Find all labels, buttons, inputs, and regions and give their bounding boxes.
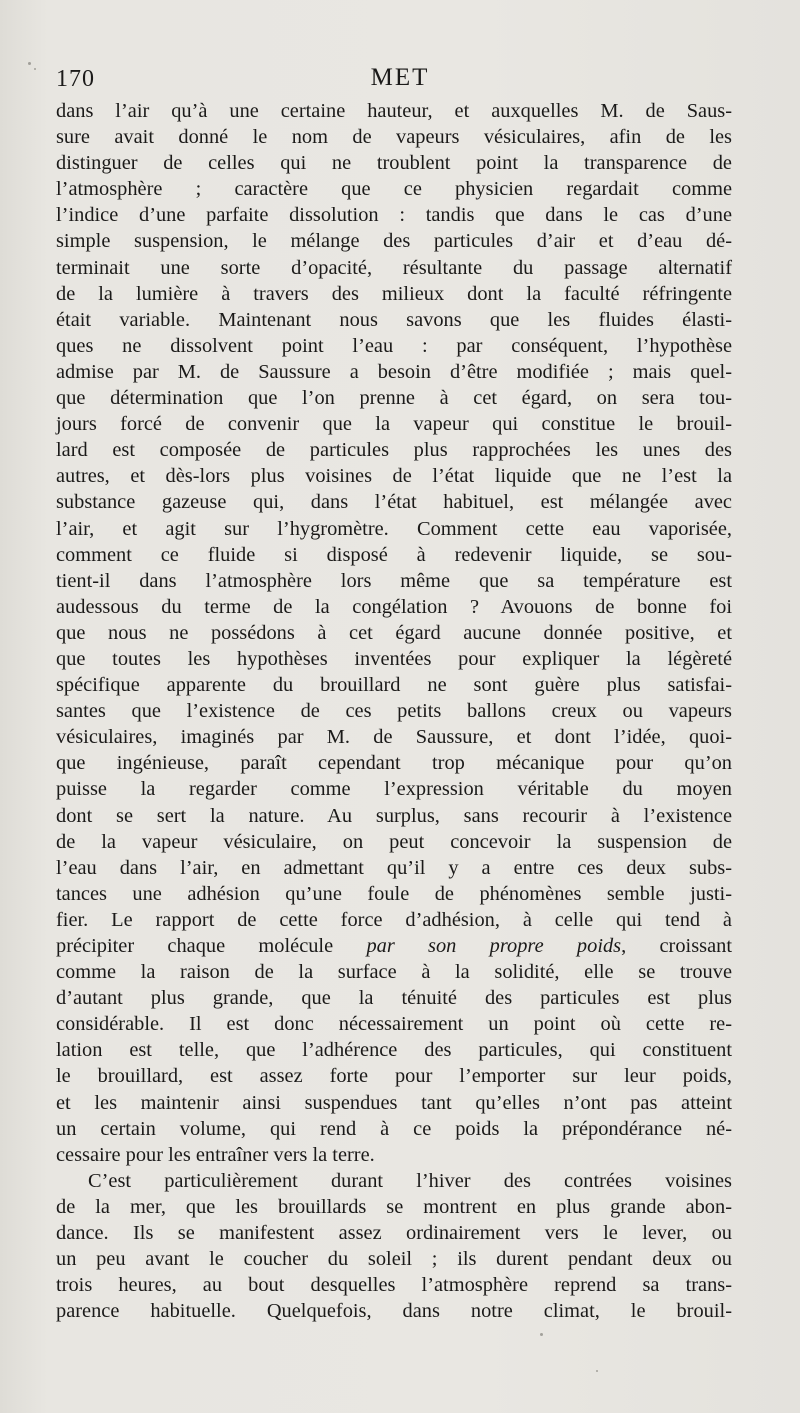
text-line: puisse la regarder comme l’expression véritable du moyen	[56, 778, 732, 801]
text-line: était variable. Maintenant nous savons que les fluides élasti-	[56, 308, 732, 331]
text-line: que toutes les hypothèses inventées pour expliquer la légèreté	[56, 647, 732, 670]
text-line: ques ne dissolvent point l’eau : par conséquent, l’hypothèse	[56, 334, 732, 357]
text-line: de la vapeur vésiculaire, on peut concevoir la suspension de	[56, 830, 732, 853]
text-line: un peu avant le coucher du soleil ; ils durent pendant deux ou	[56, 1248, 732, 1271]
paragraph-2	[56, 1168, 732, 1325]
italic-phrase: par son propre poids	[366, 935, 622, 957]
text-line: l’indice d’une parfaite dissolution : tandis que dans le cas d’une	[56, 204, 732, 227]
text-line: dans l’air qu’à une certaine hauteur, et auxquelles M. de Saus-	[56, 100, 732, 122]
text-line: l’air, et agit sur l’hygromètre. Comment cette eau vaporisée,	[56, 517, 732, 540]
text-line: dance. Ils se manifestent assez ordinairement vers le lever, ou	[56, 1222, 732, 1245]
ink-speck	[540, 1333, 543, 1336]
ink-speck	[596, 1370, 598, 1372]
text-line: autres, et dès-lors plus voisines de l’état liquide que ne l’est la	[56, 465, 732, 488]
text-line-with-italic	[56, 933, 732, 959]
text-line: de la mer, que les brouillards se montrent en plus grande abon-	[56, 1195, 732, 1218]
text-line: santes que l’existence de ces petits ballons creux ou vapeurs	[56, 700, 732, 723]
text-line: trois heures, au bout desquelles l’atmosphère reprend sa trans-	[56, 1274, 732, 1297]
paragraph-1	[56, 98, 732, 1168]
text-line: substance gazeuse qui, dans l’état habituel, est mélangée avec	[56, 491, 732, 514]
text-line: jours forcé de convenir que la vapeur qui constitue le brouil-	[56, 413, 732, 436]
text-line: audessous du terme de la congélation ? Avouons de bonne foi	[56, 595, 732, 618]
text-line: distinguer de celles qui ne troublent point la transparence de	[56, 152, 732, 175]
ink-speck	[28, 62, 31, 65]
page-header	[56, 62, 736, 96]
text-line: tient-il dans l’atmosphère lors même que sa température est	[56, 569, 732, 592]
text-line: simple suspension, le mélange des particules d’air et d’eau dé-	[56, 230, 732, 253]
text-line: l’atmosphère ; caractère que ce physicien regardait comme	[56, 178, 732, 201]
text-line: C’est particulièrement durant l’hiver des contrées voisines	[88, 1169, 732, 1192]
line-text-after: , croissant	[621, 935, 732, 957]
body-text	[56, 98, 732, 1324]
text-line: admise par M. de Saussure a besoin d’être modifiée ; mais quel-	[56, 360, 732, 383]
text-line: que nous ne possédons à cet égard aucune donnée positive, et	[56, 621, 732, 644]
text-line: parence habituelle. Quelquefois, dans notre climat, le brouil-	[56, 1300, 732, 1323]
text-line: l’eau dans l’air, en admettant qu’il y a entre ces deux subs-	[56, 856, 732, 879]
text-line: que détermination que l’on prenne à cet égard, on sera tou-	[56, 387, 732, 410]
text-line: de la lumière à travers des milieux dont la faculté réfringente	[56, 282, 732, 305]
text-line: comment ce fluide si disposé à redevenir liquide, se sou-	[56, 543, 732, 566]
text-line: comme la raison de la surface à la solidité, elle se trouve	[56, 961, 732, 984]
text-line: et les maintenir ainsi suspendues tant qu’elles n’ont pas atteint	[56, 1091, 732, 1114]
running-head: MET	[370, 64, 430, 91]
ink-speck	[34, 68, 36, 70]
line-text-before: précipiter chaque molécule	[56, 935, 367, 957]
text-line: terminait une sorte d’opacité, résultante du passage alternatif	[56, 256, 732, 279]
text-line: lard est composée de particules plus rapprochées les unes des	[56, 439, 732, 462]
text-line: sure avait donné le nom de vapeurs vésiculaires, afin de les	[56, 126, 732, 149]
text-line: dont se sert la nature. Au surplus, sans recourir à l’existence	[56, 804, 732, 827]
text-line: d’autant plus grande, que la ténuité des particules est plus	[56, 987, 732, 1010]
text-line: fier. Le rapport de cette force d’adhésion, à celle qui tend à	[56, 908, 732, 931]
text-line: lation est telle, que l’adhérence des particules, qui constituent	[56, 1039, 732, 1062]
text-line: le brouillard, est assez forte pour l’emporter sur leur poids,	[56, 1065, 732, 1088]
page-number: 170	[56, 66, 95, 92]
text-line: spécifique apparente du brouillard ne sont guère plus satisfai-	[56, 674, 732, 697]
text-line: vésiculaires, imaginés par M. de Saussure, et dont l’idée, quoi-	[56, 726, 732, 749]
text-line: un certain volume, qui rend à ce poids la prépondérance né-	[56, 1117, 732, 1140]
text-line: cessaire pour les entraîner vers la terre.	[56, 1143, 375, 1166]
text-line: considérable. Il est donc nécessairement un point où cette re-	[56, 1013, 732, 1036]
text-line: que ingénieuse, paraît cependant trop mécanique pour qu’on	[56, 752, 732, 775]
text-line: tances une adhésion qu’une foule de phénomènes semble justi-	[56, 882, 732, 905]
